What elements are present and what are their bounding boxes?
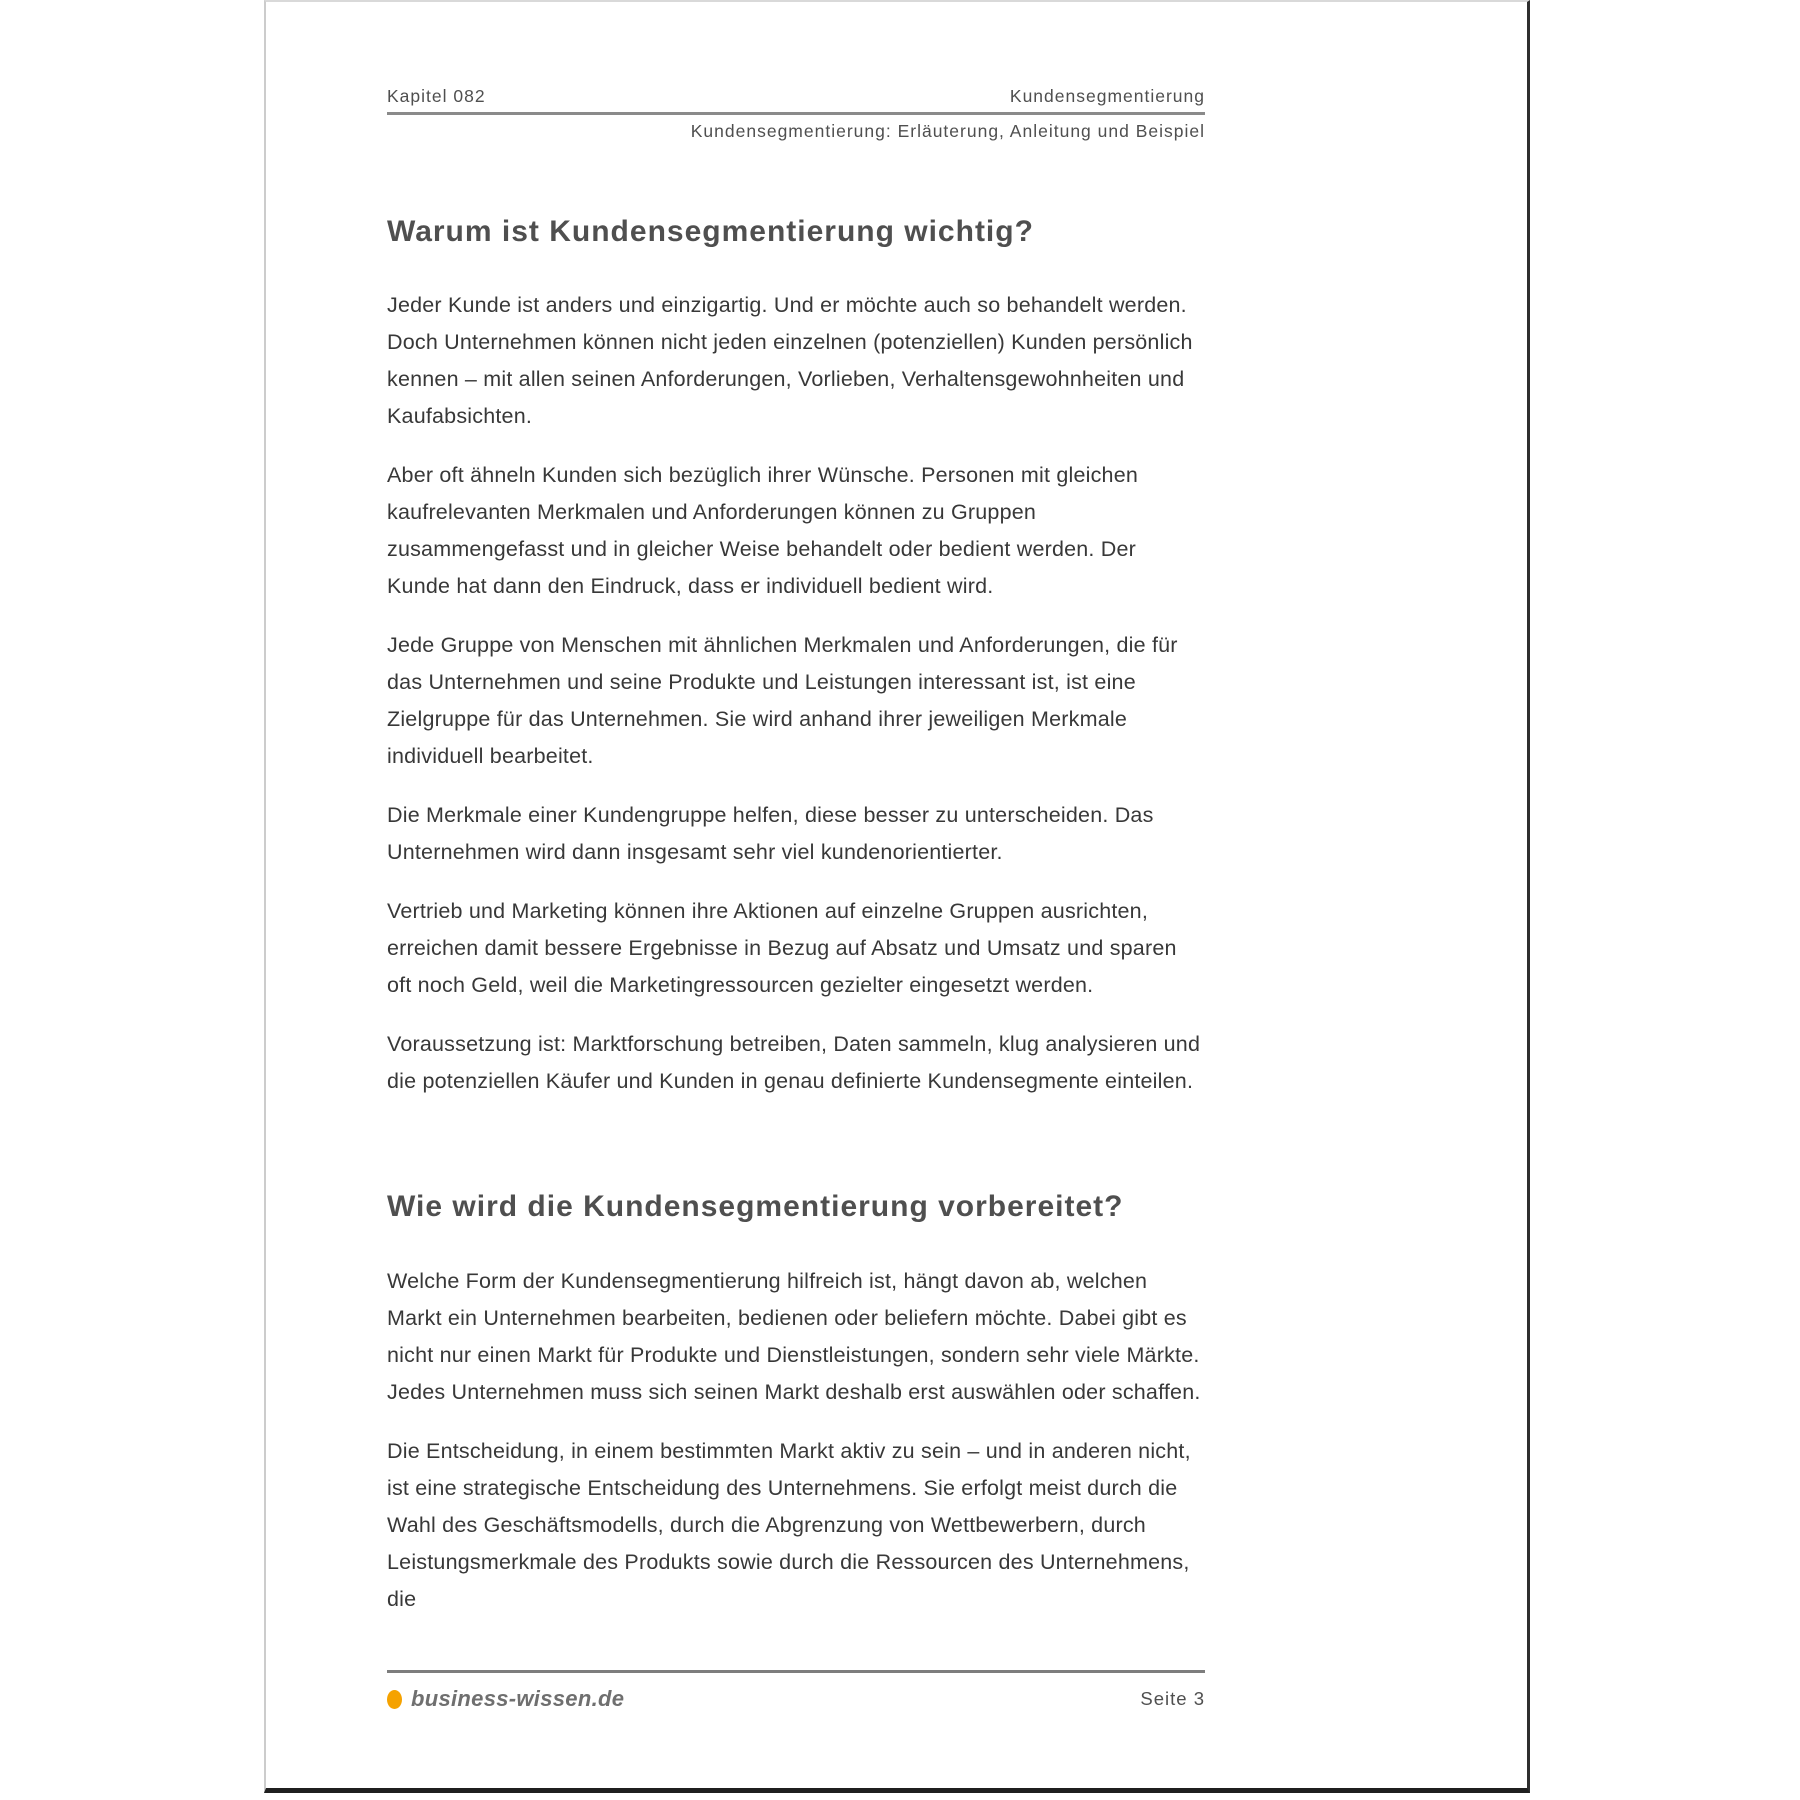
paragraph: Aber oft ähneln Kunden sich bezüglich ihrer Wünsche. Personen mit gleichen kaufrelevanten Merkmalen und Anforderungen können zu Gruppen zusammengefasst und in gleicher Weise behandelt oder bedient werden. Der Kunde hat dann den Eindruck, dass er individuell bedient wird. <box>387 463 1139 598</box>
paragraph: Die Entscheidung, in einem bestimmten Markt aktiv zu sein – und in anderen nicht, ist eine strategische Entscheidung des Unternehmens. Sie erfolgt meist durch die Wahl des Geschäftsmodells, durch die Abgrenzung von Wettbewerbern, durch Leistungsmerkmale des Produkts sowie durch die Ressourcen des Unternehmens, die <box>387 1439 1191 1611</box>
page-footer <box>387 1670 1205 1712</box>
header-row <box>387 86 1205 115</box>
brand-dot-icon <box>387 1690 402 1709</box>
footer-row <box>387 1686 1205 1712</box>
document-page <box>264 0 1530 1793</box>
page-content <box>387 2 1205 1618</box>
paragraph: Vertrieb und Marketing können ihre Aktionen auf einzelne Gruppen ausrichten, erreichen damit bessere Ergebnisse in Bezug auf Absatz und Umsatz und sparen oft noch Geld, weil die Marketingressourcen gezielter eingesetzt werden. <box>387 899 1177 997</box>
page-number: Seite 3 <box>1140 1688 1205 1709</box>
page-header <box>387 2 1205 142</box>
header-chapter: Kapitel 082 <box>387 86 486 106</box>
header-subtitle: Kundensegmentierung: Erläuterung, Anleitung und Beispiel <box>690 121 1205 141</box>
paragraph: Jede Gruppe von Menschen mit ähnlichen Merkmalen und Anforderungen, die für das Unternehmen und seine Produkte und Leistungen interessant ist, ist eine Zielgruppe für das Unternehmen. Sie wird anhand ihrer jeweiligen Merkmale individuell bearbeitet. <box>387 633 1178 768</box>
paragraph: Voraussetzung ist: Marktforschung betreiben, Daten sammeln, klug analysieren und die potenziellen Käufer und Kunden in genau definierte Kundensegmente einteilen. <box>387 1032 1201 1093</box>
paragraph: Jeder Kunde ist anders und einzigartig. Und er möchte auch so behandelt werden. Doch Unternehmen können nicht jeden einzelnen (potenziellen) Kunden persönlich kennen – mit allen seinen Anforderungen, Vorlieben, Verhaltensgewohnheiten und Kaufabsichten. <box>387 293 1193 428</box>
section-heading-why-important: Warum ist Kundensegmentierung wichtig? <box>387 215 1034 248</box>
brand-name: business-wissen.de <box>411 1686 625 1711</box>
section-heading-how-prepared: Wie wird die Kundensegmentierung vorbereitet? <box>387 1190 1124 1223</box>
paragraph: Welche Form der Kundensegmentierung hilfreich ist, hängt davon ab, welchen Markt ein Unternehmen bearbeiten, bedienen oder beliefern möchte. Dabei gibt es nicht nur einen Markt für Produkte und Dienstleistungen, sondern sehr viele Märkte. Jedes Unternehmen muss sich seinen Markt deshalb erst auswählen oder schaffen. <box>387 1269 1201 1404</box>
paragraph: Die Merkmale einer Kundengruppe helfen, diese besser zu unterscheiden. Das Unternehmen wird dann insgesamt sehr viel kundenorientierter. <box>387 803 1154 864</box>
header-title: Kundensegmentierung <box>1009 86 1205 106</box>
brand-logo <box>387 1686 624 1712</box>
